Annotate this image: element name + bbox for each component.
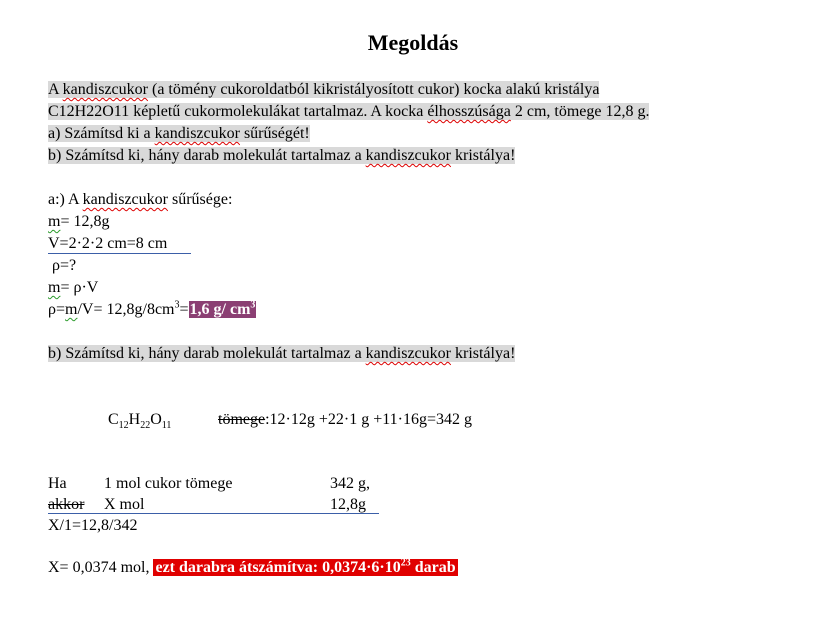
molar-mass-calc: tömege:12·12g +22·1 g +11·16g=342 g [218,411,472,428]
underline [48,513,379,514]
density-result: 1,6 g/ $cm^3$ [189,299,256,318]
part-a-rho-unknown: ρ=? [52,257,77,274]
part-a-calculation: $\rho=m/V= 12,8g/8cm^3=1,6$ g/ $cm^3$ [48,299,256,318]
problem-line-3: a) Számítsd ki a kandiszcukor sűrűségét! [48,125,310,142]
problem-line-1: A kandiszcukor (a tömény cukoroldatból kikristályosított cukor) kocka alakú kristálya [48,81,600,98]
answer-highlight: ezt darabra átszámítva: $0,0374\cdot 6\cdot 10^{23}$ darab [155,557,456,576]
part-a-volume: V=2·2·2 cm=8 cm [48,235,168,252]
problem-line-2: C12H22O11 képletű cukormolekulákat tartalmaz. A kocka élhosszúsága 2 cm, tömege 12,8 g. [48,103,650,120]
spell-word: kandiszcukor [62,81,148,98]
part-a-mass: m= 12,8g [48,213,110,230]
spell-word: kandiszcukor [365,147,451,164]
part-a-formula: m= ρ·V [48,279,99,296]
part-a-heading: a:) A kandiszcukor sűrűsége: [48,191,233,208]
spell-word: kandiszcukor [154,125,240,142]
part-b-heading: b) Számítsd ki, hány darab molekulát tartalmaz a kandiszcukor kristálya! [48,345,516,362]
problem-line-4: b) Számítsd ki, hány darab molekulát tartalmaz a kandiszcukor kristálya! [48,147,516,164]
row1-text: 1 mol cukor tömege [104,475,233,492]
row2-label: akkor [48,496,85,513]
row1-value: 342 g, [330,475,370,492]
final-answer: X= 0,0374 mol, ezt darabra átszámítva: $0,0374\cdot 6\cdot 10^{23}$ darab [48,557,456,576]
row2-value: 12,8g [330,496,366,513]
row1-label: Ha [48,475,67,492]
underline [48,253,191,254]
ratio: X/1=12,8/342 [48,517,138,534]
page-title: Megoldás [367,30,459,55]
spell-word: élhosszúsága [427,103,511,120]
molecular-formula: $C_{12}H_{22}O_{11}$ [108,411,172,432]
row2-text: X mol [104,496,145,513]
